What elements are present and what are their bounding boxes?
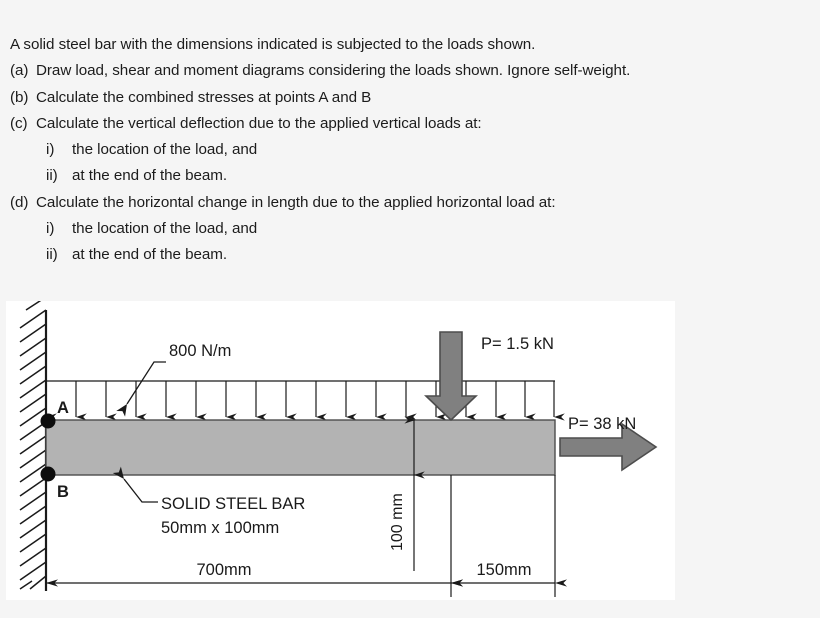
steel-beam: [46, 420, 555, 475]
fixed-support-wall: [20, 301, 46, 591]
problem-item-b: [10, 85, 810, 111]
distributed-load-label: 800 N/m: [169, 342, 232, 360]
problem-statement: [0, 0, 820, 269]
problem-item-c-ii: [10, 163, 810, 189]
distributed-load-leader: [127, 362, 166, 404]
subitem-marker-c-ii: ii): [46, 167, 58, 185]
down-arrow-icon: [426, 332, 476, 420]
span-dimension-label: 700mm: [196, 561, 252, 579]
subitem-text-c-ii: at the end of the beam.: [72, 167, 228, 185]
point-b-label: B: [57, 483, 69, 501]
beam-loading-diagram: [6, 301, 675, 600]
horizontal-point-load: [560, 415, 656, 470]
problem-item-d-ii: [10, 242, 810, 268]
subitem-text-c-i: the location of the load, and: [72, 141, 258, 159]
subitem-marker-c-i: i): [46, 141, 55, 159]
item-marker-b: (b): [10, 88, 29, 106]
span-dimension: [46, 561, 451, 583]
problem-intro: A solid steel bar with the dimensions indicated is subjected to the loads shown.: [10, 36, 536, 53]
point-a-label: A: [57, 399, 69, 417]
material-label-line1: SOLID STEEL BAR: [161, 495, 306, 513]
item-marker-a: (a): [10, 62, 29, 80]
item-text-d: Calculate the horizontal change in length due to the applied horizontal load at:: [36, 193, 556, 211]
problem-item-d: [10, 190, 810, 216]
problem-item-a: [10, 58, 810, 84]
item-text-a: Draw load, shear and moment diagrams considering the loads shown. Ignore self-weight.: [36, 62, 631, 80]
horizontal-point-load-label: P= 38 kN: [568, 415, 637, 433]
vertical-point-load-label: P= 1.5 kN: [481, 335, 554, 353]
subitem-text-d-i: the location of the load, and: [72, 220, 258, 238]
problem-item-d-i: [10, 216, 810, 242]
distributed-load: [46, 342, 555, 417]
material-callout: [124, 479, 305, 537]
material-callout-leader: [124, 479, 158, 502]
item-marker-d: (d): [10, 193, 29, 211]
vertical-point-load: [426, 332, 554, 420]
material-label-line2: 50mm x 100mm: [161, 519, 280, 537]
item-text-b: Calculate the combined stresses at points A and B: [36, 88, 372, 106]
overhang-dimension-label: 150mm: [476, 561, 532, 579]
subitem-marker-d-ii: ii): [46, 246, 58, 264]
subitem-marker-d-i: i): [46, 220, 55, 238]
problem-item-c: [10, 111, 810, 137]
subitem-text-d-ii: at the end of the beam.: [72, 246, 228, 264]
item-marker-c: (c): [10, 114, 28, 132]
problem-item-c-i: [10, 137, 810, 163]
item-text-c: Calculate the vertical deflection due to the applied vertical loads at:: [36, 114, 482, 132]
depth-dimension-label: 100 mm: [389, 493, 406, 551]
overhang-dimension: [451, 561, 555, 583]
